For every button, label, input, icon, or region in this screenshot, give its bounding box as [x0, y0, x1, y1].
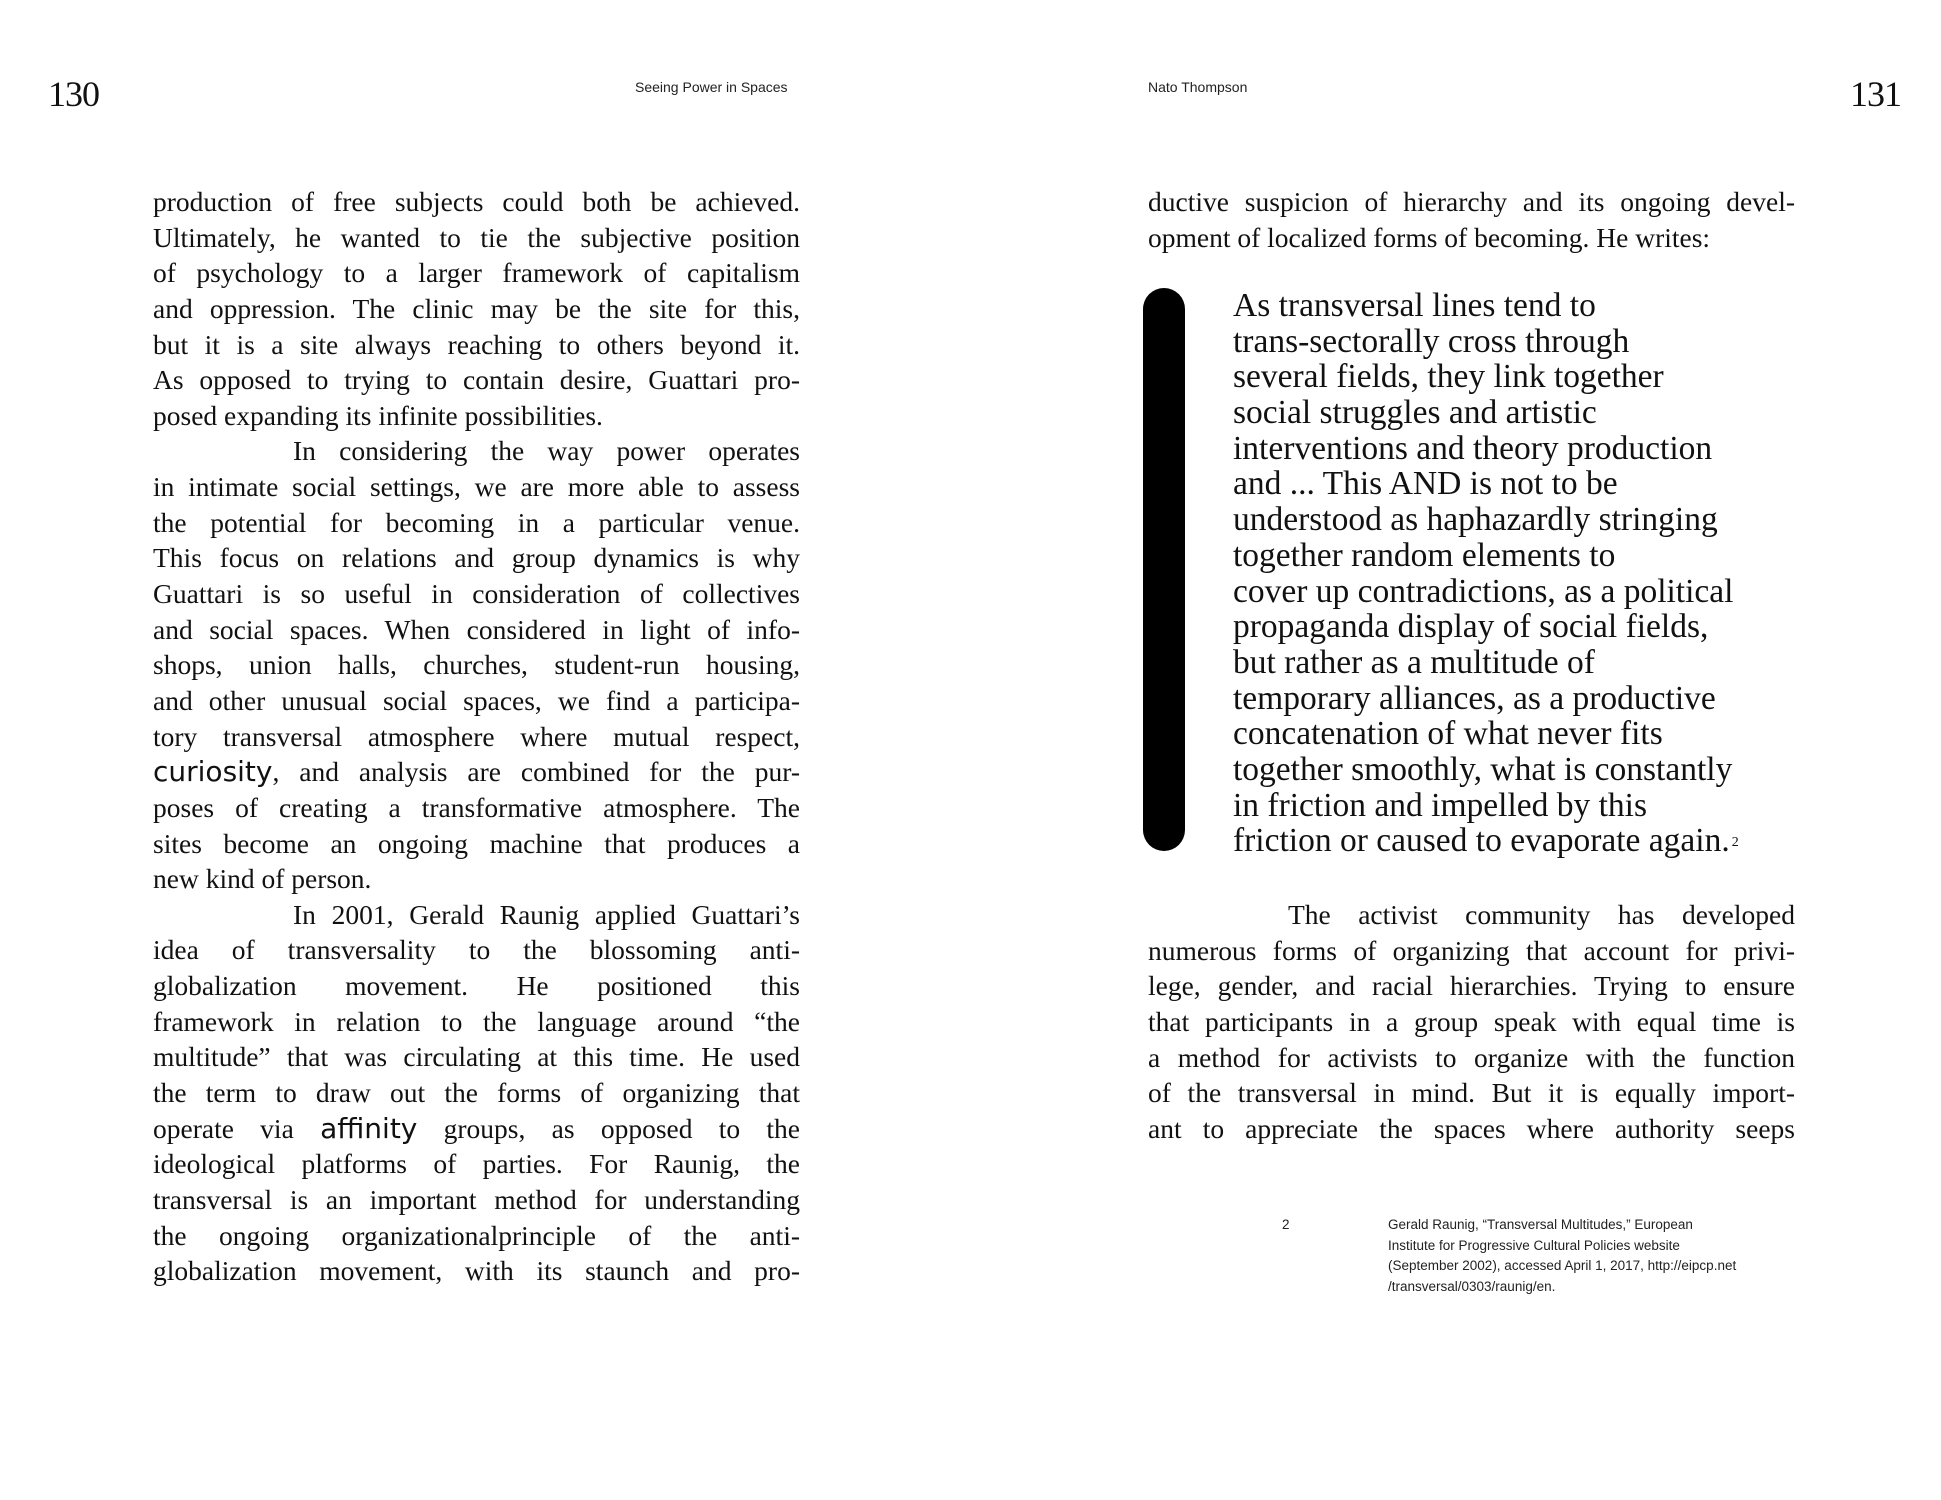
right-body-text: [1148, 897, 1795, 1146]
text-line: the ongoing organizationalprinciple of the anti-: [153, 1219, 800, 1251]
footnote-line: Institute for Progressive Cultural Policies website: [1388, 1237, 1680, 1253]
page-number-left: 130: [48, 74, 99, 114]
text-line: and oppression. The clinic may be the site for this,: [153, 292, 800, 324]
text-line: the potential for becoming in a particular venue.: [153, 506, 800, 538]
text-line: a method for activists to organize with the function: [1148, 1041, 1795, 1073]
text-line: and social spaces. When considered in light of info-: [153, 613, 800, 645]
text-line: production of free subjects could both be achieved.: [153, 186, 800, 217]
quote-line: and ... This AND is not to be: [1233, 465, 1618, 503]
quote-line: together smoothly, what is constantly: [1233, 750, 1733, 788]
text-line: transversal is an important method for understanding: [153, 1183, 800, 1215]
emphasized-word-affinity: affinity: [320, 1111, 418, 1145]
text-line: in intimate social settings, we are more able to assess: [153, 471, 800, 503]
text-line: and other unusual social spaces, we find a participa-: [153, 684, 800, 716]
quote-line: interventions and theory production: [1233, 429, 1713, 467]
text-line: numerous forms of organizing that account for privi-: [1148, 934, 1795, 966]
right-intro-text: [1148, 184, 1795, 255]
text-line: that participants in a group speak with equal time is: [1148, 1005, 1795, 1037]
text-line: posed expanding its infinite possibilities.: [153, 399, 603, 431]
running-head-right: Nato Thompson: [1148, 79, 1248, 95]
quote-line: together random elements to: [1233, 536, 1616, 574]
text-line: of psychology to a larger framework of capitalism: [153, 257, 800, 289]
text-line: opment of localized forms of becoming. He writes:: [1148, 221, 1711, 253]
paragraph-start-line: The activist community has developed: [1288, 899, 1795, 930]
text-line: globalization movement. He positioned this: [153, 970, 800, 1002]
footnote-line: /transversal/0303/raunig/en.: [1388, 1278, 1556, 1294]
paragraph-start-line: In considering the way power operates: [293, 435, 800, 467]
quote-line: cover up contradictions, as a political: [1233, 572, 1734, 610]
paragraph-start-line: In 2001, Gerald Raunig applied Guattari’s: [293, 898, 800, 930]
running-head-left: Seeing Power in Spaces: [635, 79, 788, 95]
text-line: globalization movement, with its staunch and pro-: [153, 1255, 800, 1287]
text-line: framework in relation to the language around “the: [153, 1005, 800, 1037]
text-line: idea of transversality to the blossoming anti-: [153, 934, 800, 966]
text-line: As opposed to trying to contain desire, Guattari pro-: [153, 364, 800, 396]
emphasized-word-curiosity: curiosity: [153, 755, 273, 789]
footnote-line: Gerald Raunig, “Transversal Multitudes,” European: [1388, 1217, 1693, 1232]
text-line: sites become an ongoing machine that produces a: [153, 827, 800, 859]
quote-line: but rather as a multitude of: [1233, 643, 1595, 681]
page-number-right: 131: [1850, 74, 1901, 114]
quote-line: understood as haphazardly stringing: [1233, 501, 1718, 539]
text-line: operate via affinity groups, as opposed to the: [153, 1111, 801, 1145]
quote-line: As transversal lines tend to: [1233, 287, 1596, 324]
text-line: ductive suspicion of hierarchy and its ongoing devel-: [1148, 186, 1795, 217]
quote-line: social struggles and artistic: [1233, 394, 1597, 432]
text-line: curiosity, and analysis are combined for the pur-: [153, 755, 800, 789]
text-line: This focus on relations and group dynamics is why: [153, 542, 800, 574]
text-line: tory transversal atmosphere where mutual respect,: [153, 720, 800, 752]
block-quote: [1233, 288, 1813, 859]
text-line: the term to draw out the forms of organizing that: [153, 1077, 800, 1109]
text-line: poses of creating a transformative atmosphere. The: [153, 791, 800, 823]
footnote-reference[interactable]: 2: [1731, 835, 1739, 851]
text-line: ant to appreciate the spaces where authority seeps: [1148, 1112, 1795, 1144]
quote-line: concatenation of what never fits: [1233, 715, 1663, 753]
footnote-text: [1388, 1215, 1818, 1297]
quote-line: trans-sectorally cross through: [1233, 322, 1630, 360]
text-line: ideological platforms of parties. For Raunig, the: [153, 1148, 800, 1180]
footnote-line: (September 2002), accessed April 1, 2017, http://eipcp.net: [1388, 1258, 1737, 1273]
text-line: multitude” that was circulating at this time. He used: [153, 1041, 800, 1073]
text-line: lege, gender, and racial hierarchies. Trying to ensure: [1148, 970, 1795, 1002]
text-line: shops, union halls, churches, student-run housing,: [153, 649, 800, 681]
quote-line: friction or caused to evaporate again. $^2$: [1233, 822, 1739, 860]
footnote-number: 2: [1282, 1217, 1290, 1232]
left-body-text: [153, 184, 800, 1289]
text-line: but it is a site always reaching to others beyond it.: [153, 328, 800, 360]
quote-line: propaganda display of social fields,: [1233, 608, 1709, 646]
block-quote-bar: [1143, 288, 1185, 851]
quote-line: several fields, they link together: [1233, 358, 1664, 396]
text-line: new kind of person.: [153, 863, 372, 895]
quote-line: in friction and impelled by this: [1233, 786, 1648, 824]
quote-line: temporary alliances, as a productive: [1233, 679, 1716, 717]
text-line: Guattari is so useful in consideration of collectives: [153, 578, 800, 610]
text-line: Ultimately, he wanted to tie the subjective position: [153, 221, 800, 253]
text-line: of the transversal in mind. But it is equally import-: [1148, 1077, 1795, 1109]
